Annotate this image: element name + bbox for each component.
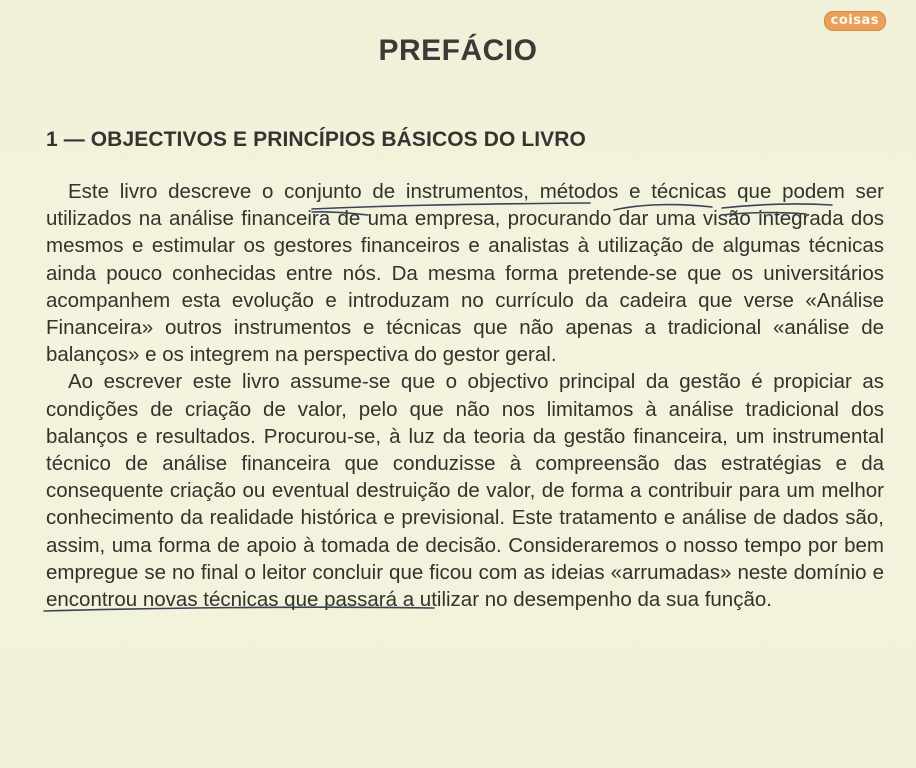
- section-heading: 1 — OBJECTIVOS E PRINCÍPIOS BÁSICOS DO LIVRO: [46, 128, 586, 151]
- body-text: [46, 178, 884, 613]
- page-title: PREFÁCIO: [378, 34, 538, 67]
- paragraph-1: Este livro descreve o conjunto de instrumentos, métodos e técnicas que podem ser utilizados na análise financeira de uma empresa, procurando dar uma visão integrada dos mesmos e estimular os gestores financeiros e analistas à utilização de algumas técnicas ainda pouco conhecidas entre nós. Da mesma forma pretende-se que os universitários acompanhem esta evolução e introduzam no currículo da cadeira que verse «Análise Financeira» outros instrumentos e técnicas que não apenas a tradicional «análise de balanços» e os integrem na perspectiva do gestor geral.: [46, 180, 884, 367]
- watermark-logo: coisas: [824, 11, 886, 31]
- paragraph-2: Ao escrever este livro assume-se que o objectivo principal da gestão é propiciar as condições de criação de valor, pelo que não nos limitamos à análise tradicional dos balanços e resultados. Procurou-se, à luz da teoria da gestão financeira, um instrumental técnico de análise financeira que conduzisse à compreensão das estratégias e da consequente criação ou eventual destruição de valor, de forma a contribuir para um melhor conhecimento da realidade histórica e previsional. Este tratamento e análise de dados são, assim, uma forma de apoio à tomada de decisão. Consideraremos o nosso tempo por bem empregue se no final o leitor concluir que ficou com as ideias «arrumadas» neste domínio e encontrou novas técnicas que passará a utilizar no desempenho da sua função.: [46, 370, 884, 612]
